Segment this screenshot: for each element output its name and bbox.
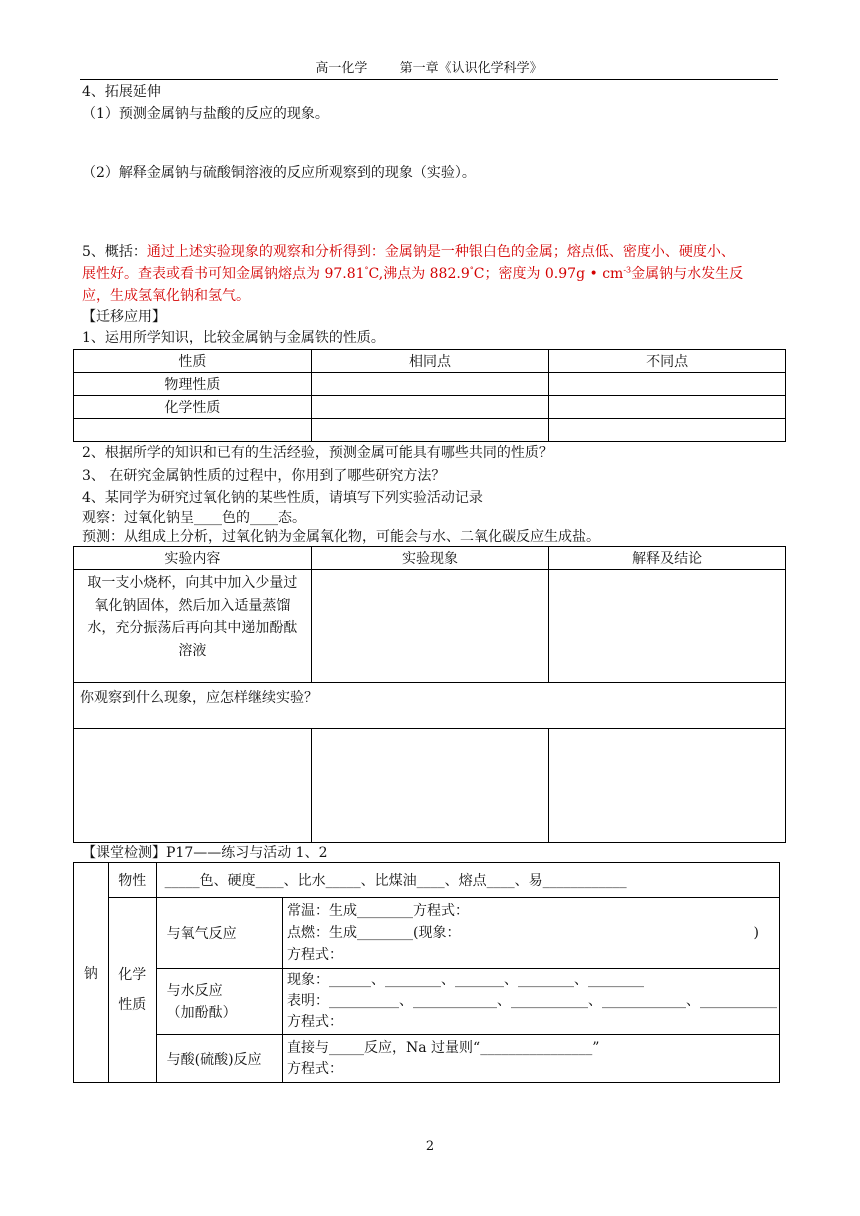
experiment-table: [73, 546, 786, 843]
summary-line2a: 展性好。查表或看书可知金属钠熔点为 97.81: [82, 266, 365, 282]
water-reaction-blanks[interactable]: 现象：______、________、_______、________、________ 表明：__________、____________、___________、____________、___________ 方程式：: [283, 969, 780, 1035]
observe-line: 观察：过氧化钠呈____色的____态。: [82, 510, 306, 526]
degree-mark: °: [364, 265, 369, 275]
table-row: [74, 396, 786, 419]
header-different: 不同点: [549, 350, 786, 373]
physical-label: 物性: [108, 863, 156, 898]
summary-line2c: C；密度为 0.97g • cm: [473, 266, 624, 282]
degree-mark: °: [469, 265, 474, 275]
extend-q1: （1）预测金属钠与盐酸的反应的现象。: [82, 106, 329, 122]
table-row: [74, 683, 786, 729]
oxygen-reaction-blanks[interactable]: 常温：生成________方程式： 点燃：生成________(现象： ) 方程式：: [283, 898, 780, 969]
answer-cell[interactable]: [311, 419, 549, 442]
table-row: [74, 570, 786, 683]
page-header: [80, 60, 778, 80]
table-row: [74, 969, 780, 1035]
extend-q2: （2）解释金属钠与硫酸铜溶液的反应所观察到的现象（实验）。: [82, 165, 476, 181]
header-phenomenon: 实验现象: [311, 547, 549, 570]
predict-line: 预测：从组成上分析，过氧化钠为金属氧化物，可能会与水、二氧化碳反应生成盐。: [82, 529, 600, 545]
answer-cell[interactable]: [311, 570, 549, 683]
header-conclusion: 解释及结论: [549, 547, 786, 570]
row-label-chemical: 化学性质: [74, 396, 312, 419]
summary-line2d: 金属钠与水发生反: [631, 266, 744, 282]
acid-reaction-label: 与酸(硫酸)反应: [156, 1035, 282, 1083]
transfer-q2: 2、根据所学的知识和已有的生活经验，预测金属可能具有哪些共同的性质？: [82, 445, 553, 461]
summary-line2b: C,沸点为 882.9: [368, 266, 470, 282]
answer-cell[interactable]: [549, 373, 786, 396]
chemical-label: 化学 性质: [108, 898, 156, 1083]
header-content: 实验内容: [74, 547, 312, 570]
header-similar: 相同点: [311, 350, 549, 373]
table-row: [74, 898, 780, 969]
answer-cell[interactable]: [549, 396, 786, 419]
page-number: 2: [425, 1139, 435, 1154]
table-row: [74, 863, 780, 898]
acid-reaction-blanks[interactable]: 直接与_____反应，Na 过量则“________________” 方程式：: [283, 1035, 780, 1083]
check-heading: 【课堂检测】P17——练习与活动 1、2: [82, 845, 328, 861]
header-property: 性质: [74, 350, 312, 373]
summary-label: 5、概括：: [82, 244, 147, 260]
oxygen-reaction-label: 与氧气反应: [156, 898, 282, 969]
chapter-title: 第一章《认识化学科学》: [399, 61, 543, 76]
table-header-row: [74, 547, 786, 570]
exponent: -3: [623, 265, 632, 275]
summary-line1: 通过上述实验现象的观察和分析得到：金属钠是一种银白色的金属；熔点低、密度小、硬度小、: [146, 244, 735, 260]
table-row: [74, 729, 786, 843]
experiment-content: 取一支小烧杯，向其中加入少量过 氧化钠固体，然后加入适量蒸馏 水，充分振荡后再向其中递加酚酞 溶液: [74, 570, 312, 683]
row-label-empty: [74, 419, 312, 442]
transfer-q1: 1、运用所学知识，比较金属钠与金属铁的性质。: [82, 330, 385, 346]
answer-cell[interactable]: [549, 419, 786, 442]
answer-cell[interactable]: [549, 570, 786, 683]
row-label-physical: 物理性质: [74, 373, 312, 396]
transfer-heading: 【迁移应用】: [82, 309, 166, 325]
table-row: [74, 373, 786, 396]
follow-up-question: 你观察到什么现象，应怎样继续实验？: [74, 683, 786, 729]
compare-table: [73, 349, 786, 442]
answer-cell[interactable]: [311, 396, 549, 419]
transfer-q3: 3、 在研究金属钠性质的过程中，你用到了哪些研究方法？: [82, 468, 446, 484]
physical-blanks[interactable]: _____色、硬度____、比水_____、比煤油____、熔点____、易____________: [156, 863, 779, 898]
answer-cell[interactable]: [311, 373, 549, 396]
course-title: 高一化学: [315, 61, 368, 76]
transfer-q4: 4、某同学为研究过氧化钠的某些性质，请填写下列实验活动记录: [82, 490, 483, 506]
answer-cell[interactable]: [549, 729, 786, 843]
extend-heading: 4、拓展延伸: [82, 84, 161, 100]
answer-cell[interactable]: [311, 729, 549, 843]
sodium-property-table: [73, 862, 780, 1083]
summary-block: [82, 241, 782, 307]
table-row: [74, 1035, 780, 1083]
answer-cell[interactable]: [74, 729, 312, 843]
summary-line3: 应，生成氢氧化钠和氢气。: [82, 288, 250, 304]
water-reaction-label: 与水反应 （加酚酞）: [156, 969, 282, 1035]
sodium-label: 钠: [74, 863, 109, 1083]
table-header-row: [74, 350, 786, 373]
table-row: [74, 419, 786, 442]
